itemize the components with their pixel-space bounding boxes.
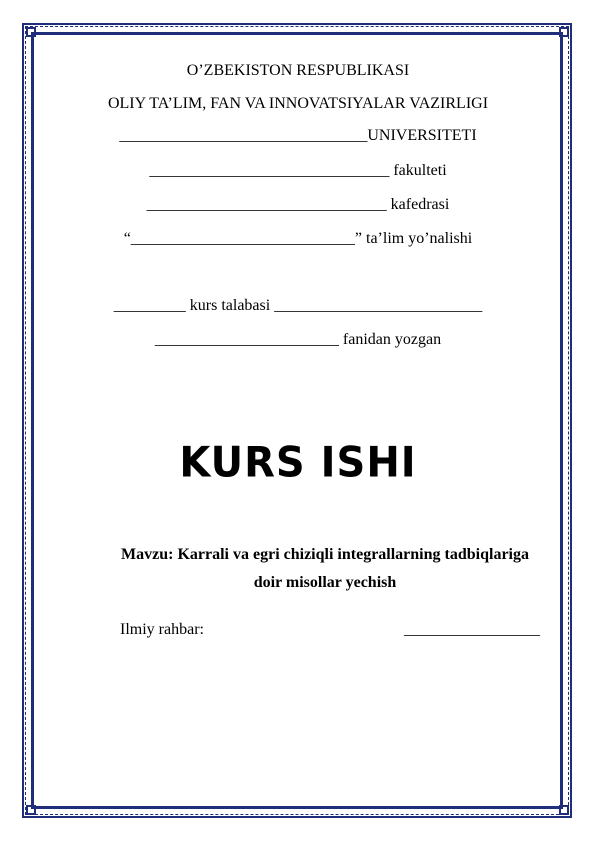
republic-heading: O’ZBEKISTON RESPUBLIKASI: [186, 62, 410, 79]
ministry-heading: OLIY TA’LIM, FAN VA INNOVATSIYALAR VAZIRLIGI: [107, 95, 489, 112]
faculty-line: ______________________________ fakulteti: [149, 162, 447, 179]
border-corner-top-right: [559, 27, 569, 37]
topic-line-2: doir misollar yechish: [253, 574, 397, 591]
supervisor-label: Ilmiy rahbar:: [120, 621, 204, 638]
topic-line-1: Mavzu: Karrali va egri chiziqli integrallarning tadbiqlariga: [121, 546, 529, 563]
document-title: KURS ISHI: [179, 438, 417, 488]
direction-line: “____________________________” ta’lim yo’nalishi: [123, 230, 473, 247]
border-corner-top-left: [26, 27, 36, 37]
course-student-line: _________ kurs talabasi __________________________: [113, 297, 483, 314]
border-corner-bottom-right: [559, 805, 569, 815]
university-line: _______________________________UNIVERSITETI: [119, 127, 477, 144]
page-border-inner: [31, 32, 563, 809]
topic-block: [90, 541, 560, 597]
supervisor-signature-line: _________________: [404, 621, 540, 638]
subject-line: _______________________ fanidan yozgan: [154, 331, 442, 348]
department-line: ______________________________ kafedrasi: [146, 196, 450, 213]
border-corner-bottom-left: [26, 805, 36, 815]
